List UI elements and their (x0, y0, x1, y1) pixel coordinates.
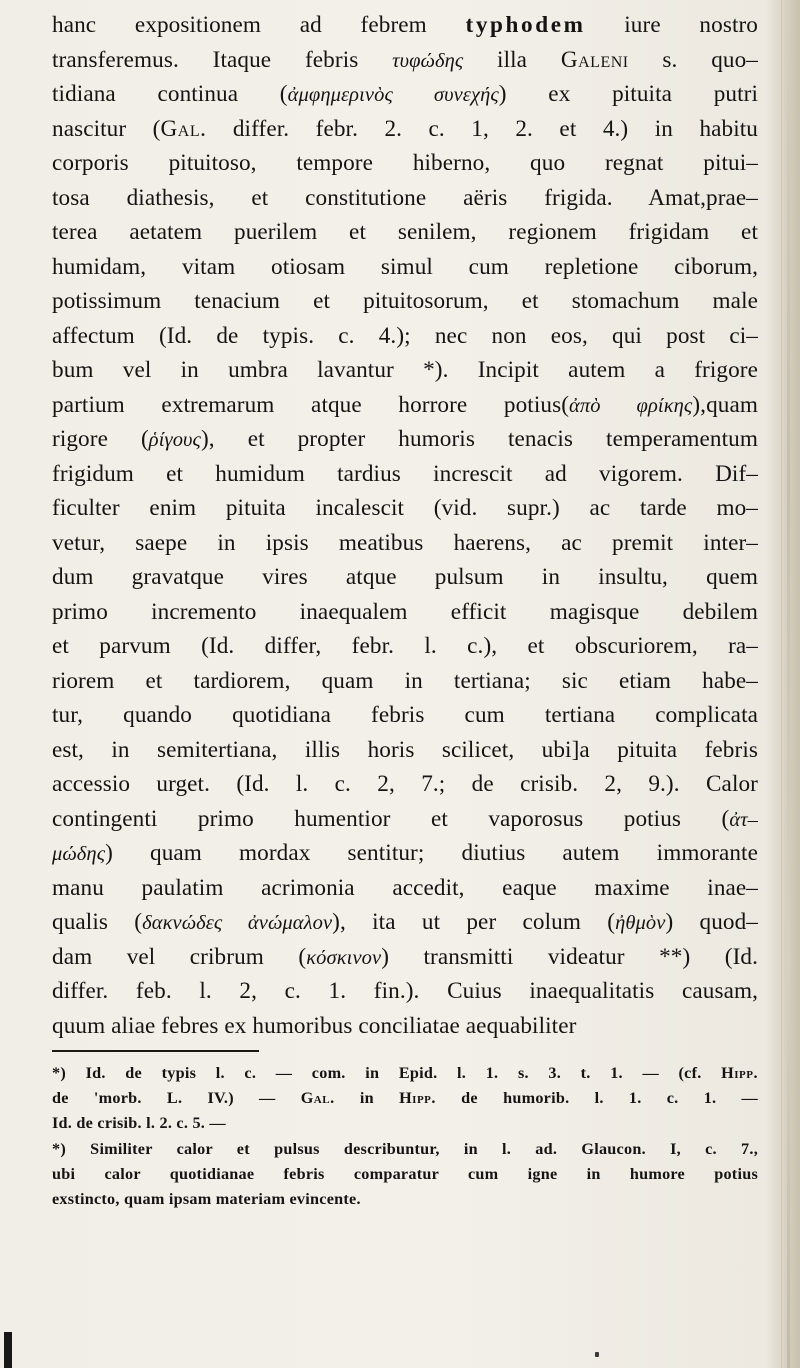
author-name: Gal. (160, 115, 207, 142)
text-line-21: tur, quando quotidiana febris cum tertiana complicata (52, 702, 758, 728)
author-name: Galeni (560, 46, 629, 73)
text-line-13: rigore (ῥίγους), et propter humoris tenacis temperamentum (52, 426, 758, 452)
footnote-line-5: ubi calor quotidianae febris comparatur cum igne in humore potius (52, 1164, 758, 1183)
greek-term: ἀπὸ φρίκης (569, 394, 693, 417)
main-text (52, 8, 758, 1043)
page-gutter-shadow (766, 0, 800, 1368)
text-line-7: terea aetatem puerilem et senilem, regionem frigidam et (52, 219, 758, 245)
margin-ink-mark (4, 1332, 12, 1368)
text-line-22: est, in semitertiana, illis horis scilicet, ubi]a pituita febris (52, 736, 758, 763)
footnote-line-4: *) Similiter calor et pulsus describuntur, in l. ad. Glaucon. I, c. 7., (52, 1139, 758, 1158)
text-line-20: riorem et tardiorem, quam in tertiana; sic etiam habe– (52, 667, 758, 694)
text-line-11: bum vel in umbra lavantur *). Incipit autem a frigore (52, 357, 758, 383)
text-line-8: humidam, vitam otiosam simul cum repletione ciborum, (52, 253, 758, 280)
text-line-6: tosa diathesis, et constitutione aëris frigida. Amat,prae– (52, 184, 758, 211)
binding-edge-inner (781, 0, 782, 1368)
text-line-24: contingenti primo humentior et vaporosus potius (ἀτ– (52, 805, 758, 832)
greek-term: ἀτ– (729, 808, 758, 831)
text-line-12: partium extremarum atque horrore potius(ἀπὸ φρίκης),quam (52, 391, 758, 418)
text-line-26: manu paulatim acrimonia accedit, eaque maxime inae– (52, 874, 758, 901)
greek-term: μώδης (52, 843, 106, 865)
footnote-line-1: *) Id. de typis l. c. — com. in Epid. l. 1. s. 3. t. 1. — (cf. Hipp. (52, 1064, 758, 1082)
footnote-divider (52, 1050, 259, 1052)
footnote-line-3: Id. de crisib. l. 2. c. 5. — (52, 1114, 226, 1133)
greek-term: ῥίγους (148, 429, 201, 451)
footnote-line-6: exstincto, quam ipsam materiam evincente. (52, 1189, 361, 1208)
text-line-14: frigidum et humidum tardius increscit ad vigorem. Dif– (52, 460, 758, 487)
text-line-18: primo incremento inaequalem efficit magisque debilem (52, 598, 758, 625)
greek-term: ἠθμὸν (615, 912, 666, 934)
text-line-2: transferemus. Itaque febris τυφώδης illa Galeni s. quo– (52, 46, 758, 73)
greek-term: τυφώδης (392, 49, 464, 72)
text-line-4: nascitur (Gal. differ. febr. 2. c. 1, 2. et 4.) in habitu (52, 115, 759, 142)
text-line-10: affectum (Id. de typis. c. 4.); nec non eos, qui post ci– (52, 322, 758, 349)
text-line-29: differ. feb. l. 2, c. 1. fin.). Cuius inaequalitatis causam, (52, 978, 758, 1004)
text-line-1: hanc expositionem ad febrem typhodem iure nostro (52, 12, 758, 38)
author-name: Gal. (300, 1089, 335, 1108)
binding-edge (787, 0, 790, 1368)
text-line-9: potissimum tenacium et pituitosorum, et stomachum male (52, 288, 758, 314)
emphasis-typhodem: typhodem (465, 12, 586, 38)
greek-term: δακνώδες ἀνώμαλον (142, 912, 333, 934)
text-line-15: ficulter enim pituita incalescit (vid. supr.) ac tarde mo– (52, 495, 758, 521)
text-line-3: tidiana continua (ἀμφημερινὸς συνεχής) ex pituita putri (52, 81, 759, 107)
text-line-25: μώδης) quam mordax sentitur; diutius autem immorante (52, 840, 758, 866)
text-line-30: quum aliae febres ex humoribus conciliatae aequabiliter (52, 1012, 577, 1039)
ink-speck (595, 1352, 599, 1357)
footnote-line-2: de 'morb. L. IV.) — Gal. in Hipp. de humorib. l. 1. c. 1. — (52, 1089, 758, 1108)
text-line-5: corporis pituitoso, tempore hiberno, quo regnat pitui– (52, 150, 758, 176)
greek-term: ἀμφημερινὸς συνεχής (287, 84, 499, 106)
footnotes (52, 1061, 758, 1212)
text-line-27: qualis (δακνώδες ἀνώμαλον), ita ut per colum (ἠθμὸν) quod– (52, 909, 758, 935)
text-line-16: vetur, saepe in ipsis meatibus haerens, ac premit inter– (52, 529, 758, 556)
greek-term: κόσκινον (306, 946, 382, 969)
text-line-19: et parvum (Id. differ, febr. l. c.), et obscuriorem, ra– (52, 633, 758, 659)
text-line-17: dum gravatque vires atque pulsum in insultu, quem (52, 564, 758, 590)
text-line-28: dam vel cribrum (κόσκινον) transmitti videatur **) (Id. (52, 943, 758, 970)
author-name: Hipp. (399, 1089, 436, 1108)
text-line-23: accessio urget. (Id. l. c. 2, 7.; de crisib. 2, 9.). Calor (52, 771, 758, 797)
author-name: Hipp. (721, 1064, 758, 1082)
